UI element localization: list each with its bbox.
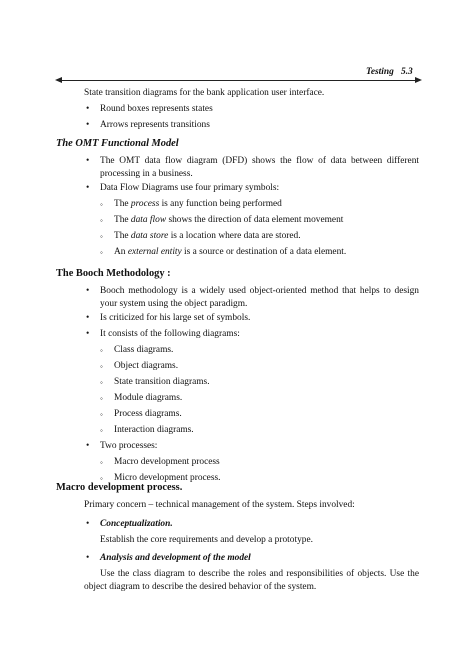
step-2-title: Analysis and development of the model (100, 553, 251, 563)
header-rule (60, 80, 419, 81)
macro-intro: Primary concern – technical management of the system. Steps involved: (84, 500, 355, 510)
sub-bullet-icon: ◦ (100, 248, 103, 257)
process-item: Macro development process (114, 457, 220, 467)
booch-bullet-4: Two processes: (100, 441, 158, 451)
bullet-icon: • (86, 313, 90, 323)
omt-heading: The OMT Functional Model (56, 138, 179, 149)
bullet-icon: • (86, 329, 90, 339)
bullet-icon: • (86, 120, 90, 130)
omt-bullet-1: The OMT data flow diagram (DFD) shows the flow of data between different processing in a business. (100, 156, 419, 179)
booch-heading: The Booch Methodology : (56, 268, 171, 279)
bullet-icon: • (86, 104, 90, 114)
sub-bullet-icon: ◦ (100, 378, 103, 387)
sub-bullet-icon: ◦ (100, 410, 103, 419)
step-1-title: Conceptualization. (100, 519, 173, 529)
diagram-item: State transition diagrams. (114, 377, 210, 387)
booch-bullet-3: It consists of the following diagrams: (100, 329, 240, 339)
diagram-item: Process diagrams. (114, 409, 182, 419)
bullet-icon: • (86, 286, 90, 296)
arrow-right-icon (415, 77, 422, 83)
sub-bullet-icon: ◦ (100, 458, 103, 467)
omt-sub-item-2: The data flow shows the direction of data element movement (114, 215, 344, 225)
omt-sub-item-4: An external entity is a source or destination of a data element. (114, 247, 347, 257)
intro-text: State transition diagrams for the bank application user interface. (84, 88, 325, 98)
omt-sub-item-3: The data store is a location where data are stored. (114, 231, 301, 241)
intro-bullet-1: Round boxes represents states (100, 104, 213, 114)
step-1-text: Establish the core requirements and develop a prototype. (100, 535, 313, 545)
bullet-icon: • (86, 156, 90, 166)
diagram-item: Module diagrams. (114, 393, 183, 403)
bullet-icon: • (86, 519, 90, 529)
booch-bullet-2: Is criticized for his large set of symbols. (100, 313, 251, 323)
omt-sub-item-1: The process is any function being performed (114, 199, 282, 209)
diagram-item: Interaction diagrams. (114, 425, 194, 435)
sub-bullet-icon: ◦ (100, 216, 103, 225)
sub-bullet-icon: ◦ (100, 232, 103, 241)
sub-bullet-icon: ◦ (100, 394, 103, 403)
diagram-item: Class diagrams. (114, 345, 174, 355)
booch-bullet-1: Booch methodology is a widely used object-oriented method that helps to design your system using the object paradigm. (100, 286, 419, 309)
sub-bullet-icon: ◦ (100, 200, 103, 209)
diagram-item: Object diagrams. (114, 361, 179, 371)
macro-heading: Macro development process. (56, 482, 183, 493)
sub-bullet-icon: ◦ (100, 346, 103, 355)
step-2-text: Use the class diagram to describe the roles and responsibilities of objects. Use the object diagram to describe the desired behavior of the system. (84, 569, 419, 592)
omt-bullet-2: Data Flow Diagrams use four primary symbols: (100, 183, 280, 193)
header-page-number: 5.3 (401, 67, 413, 77)
sub-bullet-icon: ◦ (100, 474, 103, 483)
bullet-icon: • (86, 183, 90, 193)
bullet-icon: • (86, 441, 90, 451)
intro-bullet-2: Arrows represents transitions (100, 120, 210, 130)
bullet-icon: • (86, 553, 90, 563)
sub-bullet-icon: ◦ (100, 362, 103, 371)
process-item: Micro development process. (114, 473, 221, 483)
header-section: Testing (366, 67, 394, 77)
sub-bullet-icon: ◦ (100, 426, 103, 435)
